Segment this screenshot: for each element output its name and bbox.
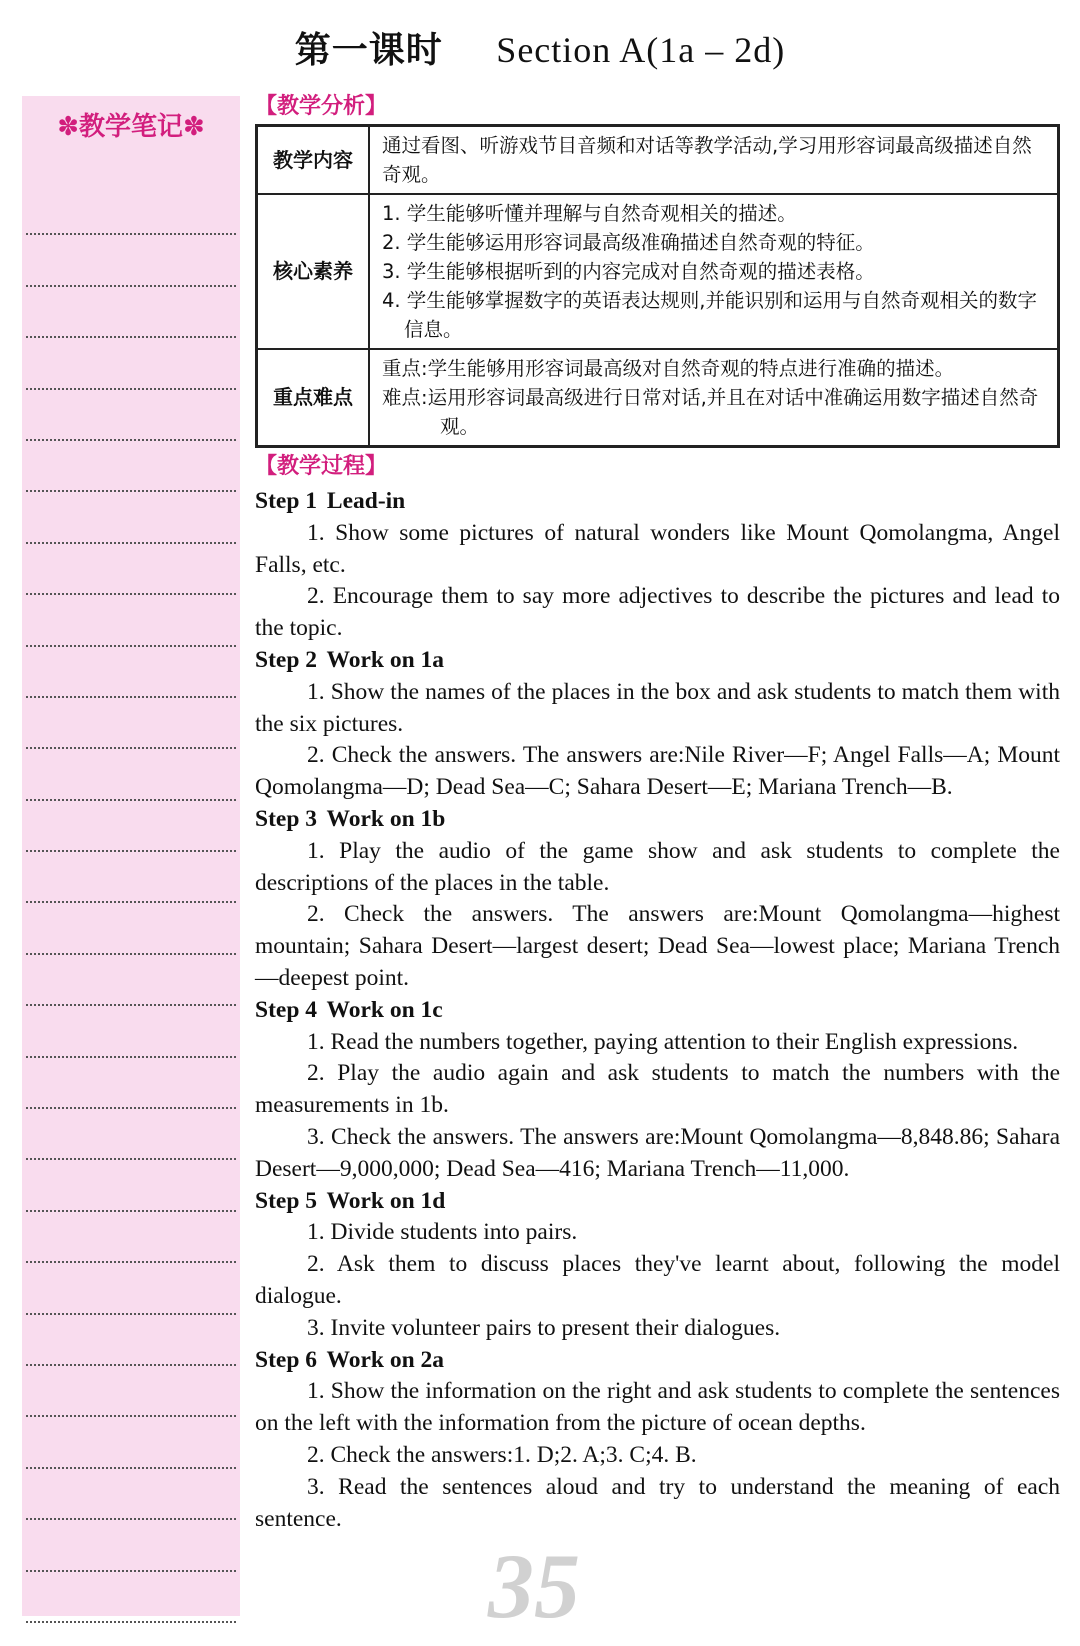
step-title: Work on 1a — [326, 646, 445, 673]
process-heading: 【教学过程】 — [255, 454, 388, 479]
note-line — [26, 492, 236, 543]
step-paragraph: 3. Invite volunteer pairs to present their dialogues. — [307, 1314, 781, 1341]
step-title: Work on 1c — [326, 996, 443, 1023]
step-label: Step 2 — [255, 646, 318, 673]
step-heading — [255, 486, 1060, 518]
note-line — [26, 1417, 236, 1468]
note-line — [26, 1572, 236, 1623]
note-line — [26, 647, 236, 698]
step-title: Work on 1d — [326, 1187, 446, 1214]
row-line: 重点:学生能够用形容词最高级对自然奇观的特点进行准确的描述。 — [382, 357, 955, 380]
row-line: 4. 学生能够掌握数字的英语表达规则,并能识别和运用与自然奇观相关的数字信息。 — [382, 289, 1038, 341]
note-line — [26, 1058, 236, 1109]
step-paragraph: 1. Read the numbers together, paying attention to their English expressions. — [307, 1028, 1019, 1055]
row-value — [369, 349, 1059, 447]
note-line — [26, 955, 236, 1006]
note-line — [26, 698, 236, 749]
step-title: Lead-in — [326, 488, 406, 514]
step-paragraph: 1. Show some pictures of natural wonders like Mount Qomolangma, Angel Falls, etc. — [255, 519, 1060, 578]
note-line — [26, 1469, 236, 1520]
note-line — [26, 749, 236, 800]
process-steps — [255, 486, 1060, 1535]
note-line — [26, 1315, 236, 1366]
table-row — [257, 126, 1059, 195]
page-title-zh: 第一课时 — [294, 30, 443, 71]
row-value — [369, 194, 1059, 349]
step-label: Step 1 — [255, 488, 318, 514]
page-title-en: Section A(1a – 2d) — [496, 30, 786, 70]
note-line — [26, 1366, 236, 1417]
page-number: 35 — [488, 1535, 580, 1637]
note-line — [26, 390, 236, 441]
step-paragraph: 1. Play the audio of the game show and ask students to complete the descriptions of the places in the table. — [255, 837, 1060, 896]
analysis-table — [255, 124, 1060, 448]
row-line: 难点:运用形容词最高级进行日常对话,并且在对话中准确运用数字描述自然奇观。 — [382, 386, 1039, 438]
note-line — [26, 235, 236, 286]
note-line — [26, 852, 236, 903]
step-title: Work on 1b — [326, 805, 446, 832]
row-label: 核心素养 — [257, 194, 370, 349]
step-heading — [255, 1345, 1060, 1377]
note-line — [26, 1006, 236, 1057]
step-paragraph: 3. Read the sentences aloud and try to understand the meaning of each sentence. — [255, 1473, 1060, 1532]
note-line — [26, 1263, 236, 1314]
note-line — [26, 184, 236, 235]
row-value — [369, 126, 1059, 195]
step-paragraph: 2. Play the audio again and ask students to match the numbers with the measurements in 1b. — [255, 1060, 1060, 1119]
note-line — [26, 544, 236, 595]
note-line — [26, 1520, 236, 1571]
step-paragraph: 2. Ask them to discuss places they've learnt about, following the model dialogue. — [255, 1251, 1060, 1309]
step-paragraph: 1. Divide students into pairs. — [307, 1219, 578, 1246]
row-label: 教学内容 — [257, 126, 370, 195]
note-line — [26, 801, 236, 852]
analysis-heading: 【教学分析】 — [255, 94, 388, 119]
main-content — [255, 92, 1060, 1535]
row-line: 3. 学生能够根据听到的内容完成对自然奇观的描述表格。 — [382, 260, 875, 283]
step-title: Work on 2a — [326, 1346, 445, 1373]
step-heading — [255, 995, 1060, 1027]
step-paragraph: 2. Check the answers:1. D;2. A;3. C;4. B. — [307, 1441, 697, 1468]
step-paragraph: 1. Show the information on the right and ask students to complete the sentences on the left with the information from the picture of ocean depths. — [255, 1378, 1060, 1437]
step-paragraph: 2. Check the answers. The answers are:Mount Qomolangma—highest mountain; Sahara Desert—largest desert; Dead Sea—lowest place; Mariana Trench—deepest point. — [255, 901, 1060, 991]
page-title — [0, 22, 1080, 73]
note-line — [26, 595, 236, 646]
sidebar-title: ✽教学笔记✽ — [57, 112, 205, 142]
note-line — [26, 441, 236, 492]
step-heading — [255, 1186, 1060, 1218]
step-heading — [255, 645, 1060, 677]
step-paragraph: 2. Encourage them to say more adjectives to describe the pictures and lead to the topic. — [255, 583, 1060, 642]
table-row — [257, 194, 1059, 349]
note-line — [26, 338, 236, 389]
row-line: 通过看图、听游戏节目音频和对话等教学活动,学习用形容词最高级描述自然奇观。 — [382, 134, 1032, 186]
step-label: Step 6 — [255, 1346, 318, 1373]
step-paragraph: 1. Show the names of the places in the box and ask students to match them with the six pictures. — [255, 678, 1060, 737]
step-label: Step 5 — [255, 1187, 318, 1214]
table-row — [257, 349, 1059, 447]
note-line — [26, 1160, 236, 1211]
note-line — [26, 287, 236, 338]
note-line — [26, 1109, 236, 1160]
step-paragraph: 2. Check the answers. The answers are:Nile River—F; Angel Falls—A; Mount Qomolangma—D; Dead Sea—C; Sahara Desert—E; Mariana Trench—B. — [255, 742, 1060, 801]
notes-sidebar — [22, 96, 240, 1616]
note-line — [26, 903, 236, 954]
step-label: Step 4 — [255, 996, 318, 1023]
note-line — [26, 1212, 236, 1263]
row-line: 2. 学生能够运用形容词最高级准确描述自然奇观的特征。 — [382, 231, 875, 254]
step-paragraph: 3. Check the answers. The answers are:Mount Qomolangma—8,848.86; Sahara Desert—9,000,000; Dead Sea—416; Mariana Trench—11,000. — [255, 1123, 1060, 1182]
note-lines — [26, 184, 236, 1623]
step-heading — [255, 804, 1060, 836]
step-label: Step 3 — [255, 805, 318, 832]
row-line: 1. 学生能够听懂并理解与自然奇观相关的描述。 — [382, 202, 797, 225]
row-label: 重点难点 — [257, 349, 370, 447]
